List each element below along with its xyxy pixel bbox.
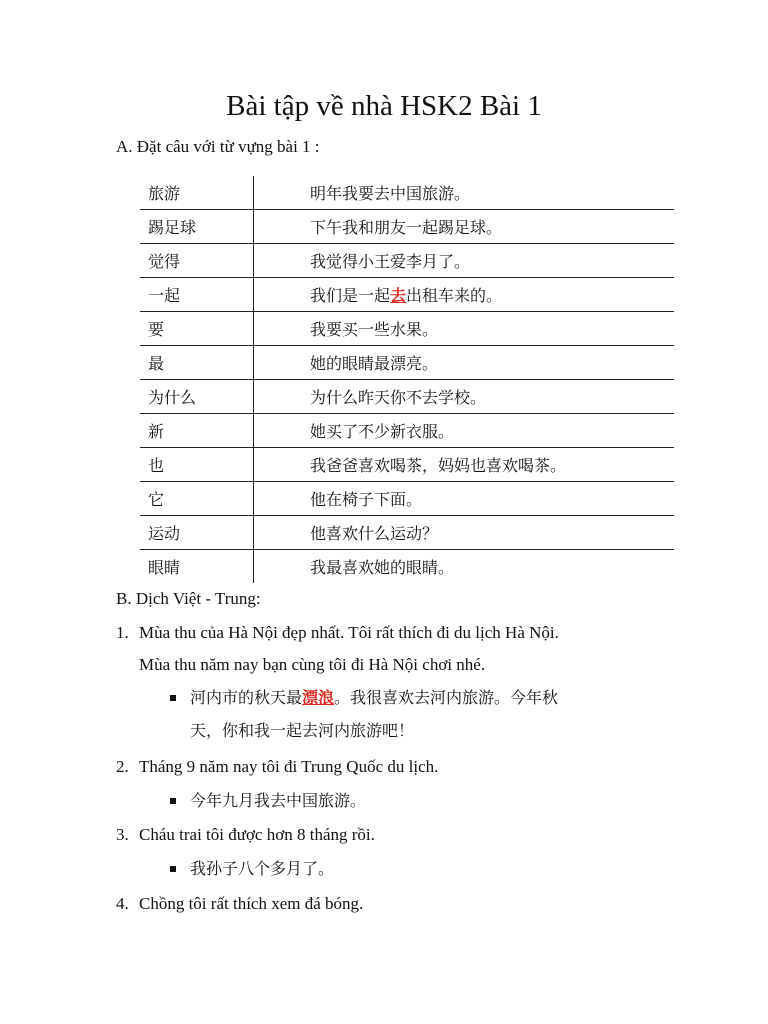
bullet-icon (170, 695, 176, 701)
highlighted-correction: 漂浪 (302, 688, 335, 707)
vocab-word: 觉得 (140, 244, 254, 278)
vocab-word: 旅游 (140, 176, 254, 210)
exercise-number: 3. (116, 825, 129, 844)
section-a-heading: A. Đặt câu với từ vựng bài 1 : (116, 137, 320, 156)
vocab-sentence: 她的眼睛最漂亮。 (254, 346, 675, 380)
vocab-sentence: 明年我要去中国旅游。 (310, 184, 471, 203)
exercise-vietnamese: Chồng tôi rất thích xem đá bóng. (139, 894, 364, 913)
vocab-sentence: 为什么昨天你不去学校。 (254, 380, 675, 414)
vocab-word: 眼睛 (140, 550, 254, 584)
vocab-word: 踢足球 (140, 210, 254, 244)
table-row (140, 482, 674, 516)
chinese-text: 。我很喜欢去河内旅游。今年秋 (334, 688, 559, 707)
vocab-sentence (254, 278, 675, 312)
highlighted-correction: 去 (390, 286, 407, 305)
table-row (140, 448, 674, 482)
vocab-word: 它 (140, 482, 254, 516)
table-row (140, 550, 674, 584)
vocab-sentence: 他在椅子下面。 (254, 482, 675, 516)
vocab-word: 最 (140, 346, 254, 380)
exercise-chinese: 天，你和我一起去河内旅游吧！ (190, 721, 415, 740)
vocab-word: 为什么 (140, 380, 254, 414)
exercise-chinese: 我孙子八个多月了。 (190, 859, 335, 878)
vocab-sentence: 她买了不少新衣服。 (254, 414, 675, 448)
exercise-vietnamese: Mùa thu năm nay bạn cùng tôi đi Hà Nội chơi nhé. (139, 655, 486, 674)
exercise-number: 4. (116, 894, 129, 913)
table-row (140, 312, 674, 346)
bullet-icon (170, 798, 176, 804)
section-b-heading: B. Dịch Việt - Trung: (116, 589, 261, 608)
table-row (140, 278, 674, 312)
chinese-text: 河内市的秋天最 (190, 688, 303, 707)
table-row (140, 414, 674, 448)
bullet-icon (170, 866, 176, 872)
vocab-sentence: 我爸爸喜欢喝茶，妈妈也喜欢喝茶。 (254, 448, 675, 482)
table-row (140, 380, 674, 414)
table-row (140, 176, 674, 210)
vocab-word: 也 (140, 448, 254, 482)
page-title: Bài tập về nhà HSK2 Bài 1 (226, 90, 542, 122)
exercise-vietnamese: Cháu trai tôi được hơn 8 tháng rồi. (139, 825, 375, 844)
vocab-sentence: 我要买一些水果。 (254, 312, 675, 346)
vocab-sentence: 他喜欢什么运动？ (254, 516, 675, 550)
exercise-number: 1. (116, 623, 129, 642)
table-row (140, 516, 674, 550)
vocab-sentence: 我最喜欢她的眼睛。 (254, 550, 675, 584)
vocab-table (140, 176, 674, 583)
table-row (140, 244, 674, 278)
sentence-text: 我们是一起 (310, 286, 391, 305)
vocab-word: 新 (140, 414, 254, 448)
vocab-sentence: 下午我和朋友一起踢足球。 (254, 210, 675, 244)
vocab-word: 要 (140, 312, 254, 346)
sentence-text: 出租车来的。 (406, 286, 503, 305)
table-row (140, 346, 674, 380)
exercise-vietnamese: Mùa thu của Hà Nội đẹp nhất. Tôi rất thích đi du lịch Hà Nội. (139, 623, 559, 642)
exercise-vietnamese: Tháng 9 năm nay tôi đi Trung Quốc du lịch. (139, 757, 439, 776)
vocab-word: 运动 (140, 516, 254, 550)
vocab-word: 一起 (140, 278, 254, 312)
vocab-sentence: 我觉得小王爱李月了。 (254, 244, 675, 278)
table-row (140, 210, 674, 244)
exercise-number: 2. (116, 757, 129, 776)
exercise-chinese (190, 686, 558, 710)
exercise-chinese: 今年九月我去中国旅游。 (190, 791, 367, 810)
